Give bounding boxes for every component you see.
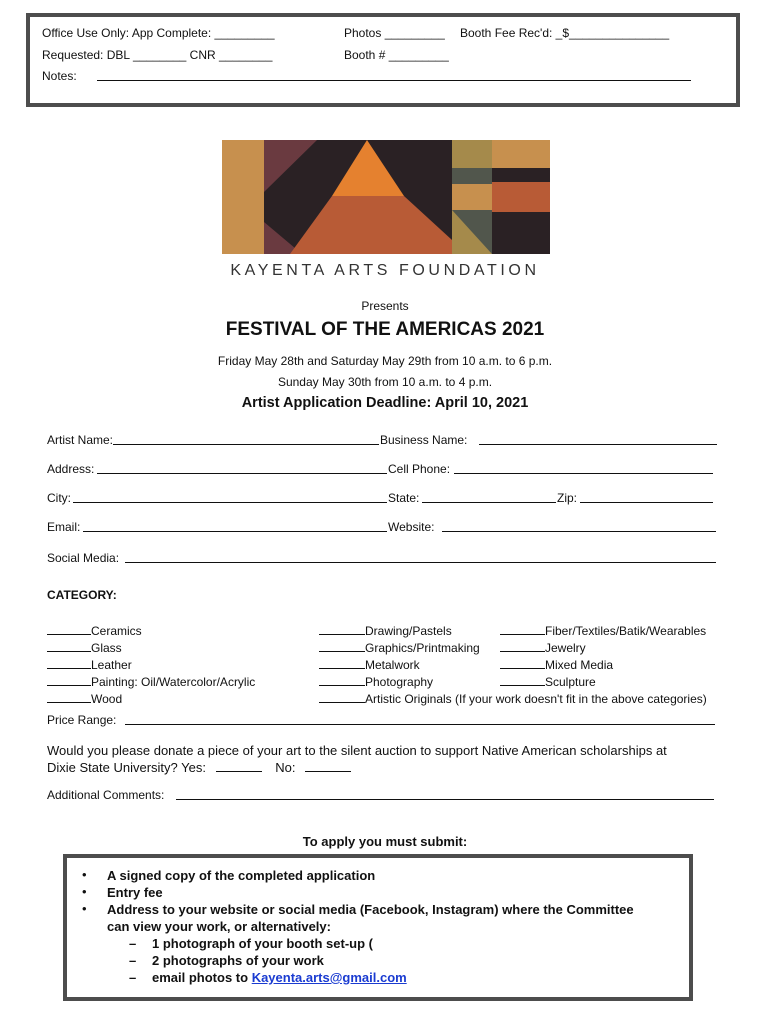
category-checkline[interactable]	[47, 657, 91, 669]
office-requested: Requested: DBL ________ CNR ________	[42, 48, 273, 62]
sub-dash: –	[129, 970, 137, 985]
submit-item-website-cont: can view your work, or alternatively:	[107, 919, 331, 934]
sub-item-work-photos: 2 photographs of your work	[152, 953, 324, 968]
category-checkline[interactable]	[500, 657, 545, 669]
social-media-label: Social Media:	[47, 551, 120, 565]
bullet-dot: •	[82, 884, 87, 899]
sub-dash: –	[129, 936, 137, 951]
festival-title: FESTIVAL OF THE AMERICAS 2021	[225, 319, 545, 340]
submit-item-entry-fee: Entry fee	[107, 885, 163, 900]
sub-item-email-photos	[152, 970, 407, 985]
category-option	[47, 623, 142, 638]
state-field[interactable]	[422, 490, 556, 503]
donate-question-line1: Would you please donate a piece of your art to the silent auction to support Native American scholarships at	[47, 743, 667, 758]
donate-yes-label: Dixie State University? Yes:	[47, 760, 206, 775]
category-checkline[interactable]	[47, 640, 91, 652]
category-checkline[interactable]	[47, 691, 91, 703]
category-checkline[interactable]	[319, 623, 365, 635]
category-checkline[interactable]	[319, 657, 365, 669]
sub-item-booth-photo: 1 photograph of your booth set-up (	[152, 936, 373, 951]
office-booth-number: Booth # _________	[344, 48, 449, 62]
category-option	[47, 640, 122, 655]
category-option	[500, 623, 706, 638]
category-checkline[interactable]	[47, 674, 91, 686]
submit-item-application: A signed copy of the completed application	[107, 868, 376, 883]
donate-no-label: No:	[275, 760, 296, 775]
category-option	[47, 674, 255, 689]
category-checkline[interactable]	[500, 640, 545, 652]
logo-artwork	[222, 140, 550, 254]
logo-tan-strip	[222, 140, 264, 254]
office-app-complete: Office Use Only: App Complete: _________	[42, 26, 275, 40]
category-option	[500, 657, 613, 672]
cell-phone-label: Cell Phone:	[388, 462, 451, 476]
category-label: Artistic Originals (If your work doesn't fit in the above categories)	[365, 692, 707, 706]
category-option	[319, 640, 480, 655]
category-label: Painting: Oil/Watercolor/Acrylic	[91, 675, 256, 689]
festival-dates-line1: Friday May 28th and Saturday May 29th from 10 a.m. to 6 p.m.	[217, 354, 553, 368]
category-checkline[interactable]	[319, 640, 365, 652]
logo-dark-bottom-right	[492, 212, 550, 254]
category-label: Wood	[91, 692, 123, 706]
category-option	[500, 640, 586, 655]
email-link[interactable]: Kayenta.arts@gmail.com	[251, 970, 407, 985]
logo-rust-band	[492, 182, 550, 212]
category-option	[47, 657, 132, 672]
category-label: Leather	[91, 658, 132, 672]
business-name-label: Business Name:	[380, 433, 468, 447]
city-field[interactable]	[73, 490, 387, 503]
bullet-dot: •	[82, 867, 87, 882]
category-checkline[interactable]	[500, 623, 545, 635]
address-field[interactable]	[97, 461, 387, 474]
zip-field[interactable]	[580, 490, 713, 503]
category-option	[319, 674, 433, 689]
category-option	[319, 623, 452, 638]
website-field[interactable]	[442, 519, 716, 532]
donate-yes-field[interactable]	[216, 760, 262, 772]
address-label: Address:	[47, 462, 95, 476]
submit-heading: To apply you must submit:	[302, 834, 468, 849]
presents-label: Presents	[361, 299, 409, 313]
category-label: Fiber/Textiles/Batik/Wearables	[545, 624, 707, 638]
email-photos-label: email photos to	[152, 970, 249, 985]
logo-dark-band	[492, 168, 550, 182]
category-checkline[interactable]	[319, 691, 365, 703]
business-name-field[interactable]	[479, 432, 717, 445]
website-label: Website:	[388, 520, 435, 534]
category-option	[47, 691, 122, 706]
submit-item-website: Address to your website or social media (Facebook, Instagram) where the Committee	[107, 902, 634, 917]
category-checkline[interactable]	[47, 623, 91, 635]
category-label: Drawing/Pastels	[365, 624, 452, 638]
category-label: Metalwork	[365, 658, 420, 672]
price-range-label: Price Range:	[47, 713, 117, 727]
application-deadline: Artist Application Deadline: April 10, 2021	[241, 395, 529, 411]
bullet-dot: •	[82, 901, 87, 916]
kayenta-logo	[222, 140, 550, 254]
logo-slate-block	[452, 168, 492, 184]
office-notes-label: Notes:	[42, 69, 77, 83]
category-label: Jewelry	[545, 641, 586, 655]
category-label: Mixed Media	[545, 658, 614, 672]
category-label: Photography	[365, 675, 434, 689]
cell-phone-field[interactable]	[454, 461, 713, 474]
sub-dash: –	[129, 953, 137, 968]
logo-org-name: KAYENTA ARTS FOUNDATION	[230, 262, 540, 279]
category-label: Sculpture	[545, 675, 596, 689]
donate-no-field[interactable]	[305, 760, 351, 772]
artist-name-field[interactable]	[113, 432, 379, 445]
category-label: Graphics/Printmaking	[365, 641, 480, 655]
social-media-field[interactable]	[125, 550, 716, 563]
logo-tan-top-right	[492, 140, 550, 168]
city-label: City:	[47, 491, 71, 505]
office-booth-fee: Booth Fee Rec'd: _$_______________	[460, 26, 670, 40]
category-option	[319, 657, 420, 672]
festival-dates-line2: Sunday May 30th from 10 a.m. to 4 p.m.	[277, 375, 493, 389]
category-heading: CATEGORY:	[47, 588, 117, 602]
category-option	[319, 691, 707, 706]
category-label: Ceramics	[91, 624, 142, 638]
office-photos: Photos _________	[344, 26, 445, 40]
logo-olive-block	[452, 140, 492, 168]
zip-label: Zip:	[557, 491, 578, 505]
state-label: State:	[388, 491, 420, 505]
additional-comments-field[interactable]	[176, 787, 714, 800]
donate-question-line2	[47, 760, 351, 775]
email-label: Email:	[47, 520, 81, 534]
category-checkline[interactable]	[500, 674, 545, 686]
artist-name-label: Artist Name:	[47, 433, 114, 447]
category-option	[500, 674, 596, 689]
office-notes-line	[97, 68, 691, 81]
email-field[interactable]	[83, 519, 387, 532]
logo-tan-block	[452, 184, 492, 210]
price-range-field[interactable]	[125, 712, 715, 725]
category-checkline[interactable]	[319, 674, 365, 686]
category-label: Glass	[91, 641, 122, 655]
additional-comments-label: Additional Comments:	[47, 788, 165, 802]
